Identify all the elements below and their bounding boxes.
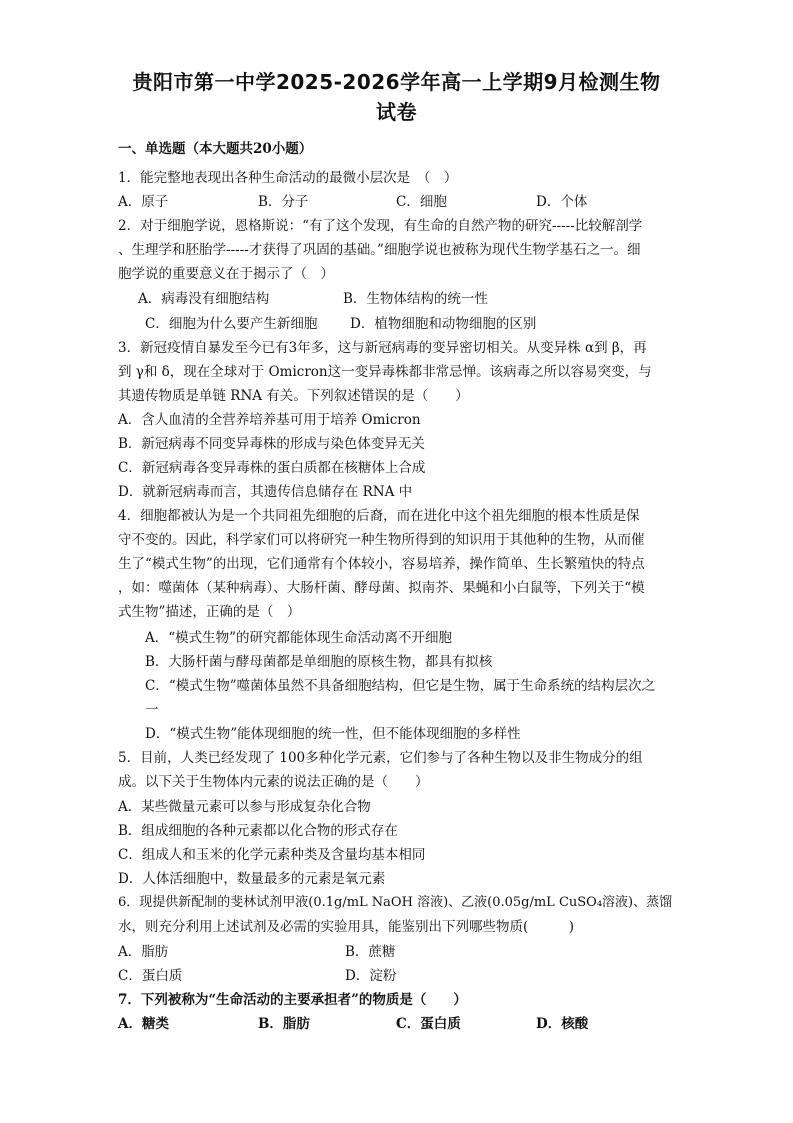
q4-stem-line1: 4．细胞都被认为是一个共同祖先细胞的后裔，而在进化中这个祖先细胞的根本性质是保 [118,508,640,524]
q3-option-b: B．新冠病毒不同变异毒株的形成与染色体变异无关 [118,436,425,452]
q4-option-c-line1: C．“模式生物”噬菌体虽然不具备细胞结构，但它是生物，属于生命系统的结构层次之 [145,678,656,694]
q1-option-d: D．个体 [536,194,588,210]
q4-stem-line5: 式生物”描述，正确的是（ ） [118,604,301,620]
q6-stem-line2: 水，则充分利用上述试剂及必需的实验用具，能鉴别出下列哪些物质( ) [118,919,575,935]
q3-stem-line2: 到 γ和 δ，现在全球对于 Omicron这一变异毒株都非常忌惮。该病毒之所以容易突变，与 [118,364,652,380]
q5-option-c: C．组成人和玉米的化学元素种类及含量均基本相同 [118,847,426,863]
exam-title-line1: 贵阳市第一中学2025-2026学年高一上学期9月检测生物 [132,70,661,94]
q2-stem-line3: 胞学说的重要意义在于揭示了（ ） [118,266,334,282]
q7-option-d: D．核酸 [536,1016,589,1032]
q1-option-b: B．分子 [258,194,309,210]
q7-option-c: C．蛋白质 [396,1016,461,1032]
q2-stem-line1: 2．对于细胞学说，恩格斯说：“有了这个发现，有生命的自然产物的研究-----比较解剖学 [118,218,643,234]
q5-stem-line2: 成。以下关于生物体内元素的说法正确的是（ ） [118,774,429,790]
q6-option-b: B．蔗糖 [345,944,396,960]
q3-option-a: A．含人血清的全营养培养基可用于培养 Omicron [118,412,421,428]
q1-option-c: C．细胞 [396,194,447,210]
q5-option-a: A．某些微量元素可以参与形成复杂化合物 [118,799,371,815]
q3-stem-line1: 3．新冠疫情自暴发至今已有3年多，这与新冠病毒的变异密切相关。从变异株 α到 β，再 [118,340,647,356]
q4-option-a: A．“模式生物”的研究都能体现生命活动离不开细胞 [145,630,453,646]
q2-option-b: B．生物体结构的统一性 [343,291,488,307]
q7-stem: 7．下列被称为“生命活动的主要承担者”的物质是（ ） [118,992,467,1008]
q2-stem-line2: 、生理学和胚胎学-----才获得了巩固的基础。”细胞学说也被称为现代生物学基石之一。细 [118,242,641,258]
q5-option-d: D．人体活细胞中，数量最多的元素是氧元素 [118,871,386,887]
exam-title-line2: 试卷 [376,100,417,124]
q4-stem-line4: ，如：噬菌体（某种病毒）、大肠杆菌、酵母菌、拟南芥、果蝇和小白鼠等，下列关于“模 [118,580,645,596]
q3-stem-line3: 其遗传物质是单链 RNA 有关。下列叙述错误的是（ ） [118,388,469,404]
q3-option-c: C．新冠病毒各变异毒株的蛋白质都在核糖体上合成 [118,460,426,476]
q6-stem-line1: 6．现提供新配制的斐林试剂甲液(0.1g/mL NaOH 溶液)、乙液(0.05g/mL CuSO₄溶液)、蒸馏 [118,895,673,910]
q6-option-d: D．淀粉 [345,968,397,984]
q4-option-d: D．“模式生物”能体现细胞的统一性，但不能体现细胞的多样性 [145,726,521,742]
q5-stem-line1: 5．目前，人类已经发现了 100多种化学元素，它们参与了各种生物以及非生物成分的组 [118,750,643,766]
q4-option-c-line2: 一 [145,702,159,718]
q1-stem: 1．能完整地表现出各种生命活动的最微小层次是 （ ） [118,170,458,186]
q7-option-b: B．脂肪 [258,1016,310,1032]
q5-option-b: B．组成细胞的各种元素都以化合物的形式存在 [118,823,398,839]
q3-option-d: D．就新冠病毒而言，其遗传信息储存在 RNA 中 [118,484,413,500]
section-heading: 一、单选题（本大题共20小题） [118,141,313,157]
q2-option-c: C．细胞为什么要产生新细胞 [145,316,318,332]
q4-stem-line2: 守不变的。因此，科学家们可以将研究一种生物所得到的知识用于其他种的生物，从而催 [118,532,645,548]
q6-option-c: C．蛋白质 [118,968,183,984]
q6-option-a: A．脂肪 [118,944,169,960]
q1-option-a: A．原子 [118,194,169,210]
q2-option-d: D．植物细胞和动物细胞的区别 [350,316,537,332]
q4-stem-line3: 生了“模式生物”的出现，它们通常有个体较小，容易培养，操作简单、生长繁殖快的特点 [118,556,645,572]
q4-option-b: B．大肠杆菌与酵母菌都是单细胞的原核生物，都具有拟核 [145,654,493,670]
q2-option-a: A．病毒没有细胞结构 [138,291,270,307]
q7-option-a: A．糖类 [118,1016,169,1032]
